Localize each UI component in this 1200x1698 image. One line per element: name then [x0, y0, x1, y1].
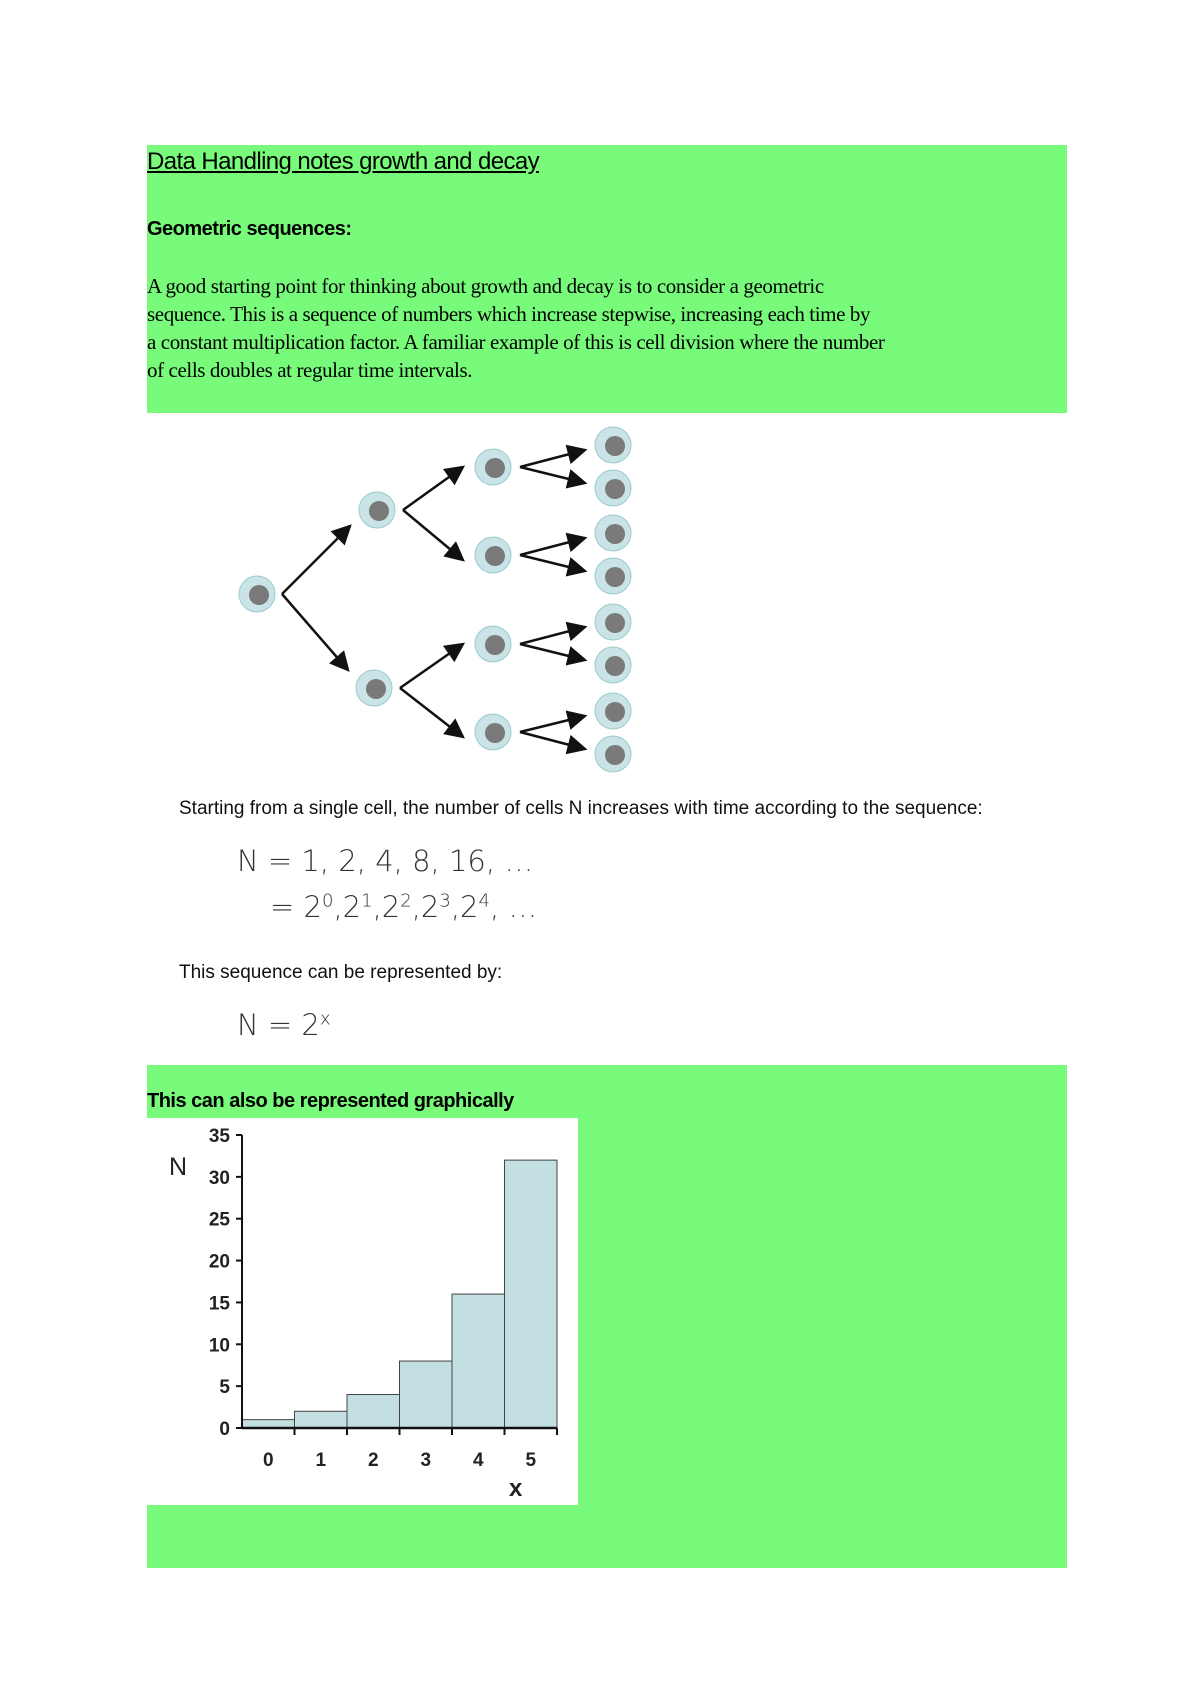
power-term: $,2^2$ — [372, 890, 412, 924]
nucleus-icon — [249, 585, 269, 605]
x-tick-label: 2 — [367, 1450, 379, 1471]
graph-heading: This can also be represented graphically — [147, 1090, 514, 1112]
sequence-equation: N = 1, 2, 4, 8, 16, … — [237, 844, 534, 878]
y-tick-label: 35 — [208, 1126, 230, 1147]
bar — [242, 1420, 295, 1428]
formula: $N = 2^x$ — [237, 1008, 331, 1042]
bar — [347, 1395, 400, 1428]
arrow-icon — [520, 450, 585, 467]
y-tick-label: 25 — [208, 1209, 230, 1231]
power-term: $,2^1$ — [333, 890, 373, 924]
nucleus-icon — [605, 436, 625, 456]
arrow-icon — [520, 555, 585, 571]
nucleus-icon — [605, 567, 625, 587]
x-tick-label: 5 — [525, 1450, 537, 1471]
intro-line: of cells doubles at regular time intervals. — [147, 358, 473, 382]
y-axis-label: N — [169, 1153, 188, 1181]
x-tick-label: 0 — [262, 1450, 274, 1471]
cell-division-diagram — [0, 0, 1200, 800]
page-title: Data Handling notes growth and decay — [147, 148, 540, 175]
bar — [400, 1361, 453, 1428]
arrow-icon — [520, 467, 585, 483]
chart-area — [147, 1118, 578, 1505]
arrow-icon — [520, 644, 585, 660]
power-term: $,2^4$ — [450, 890, 490, 924]
nucleus-icon — [485, 458, 505, 478]
x-axis-label: x — [509, 1475, 523, 1502]
nucleus-icon — [485, 546, 505, 566]
diagram-caption: Starting from a single cell, the number of cells N increases with time according to the sequence: — [179, 798, 983, 819]
nucleus-icon — [605, 524, 625, 544]
nucleus-icon — [485, 723, 505, 743]
nucleus-icon — [605, 479, 625, 499]
power-term: $2^0$ — [303, 890, 334, 924]
arrow-icon — [400, 688, 463, 737]
y-tick-label: 10 — [208, 1335, 230, 1357]
bar — [505, 1160, 558, 1428]
nucleus-icon — [369, 501, 389, 521]
intro-line: a constant multiplication factor. A familiar example of this is cell division where the number — [147, 330, 885, 354]
arrow-icon — [403, 510, 463, 560]
bar — [295, 1411, 348, 1428]
arrow-icon — [520, 732, 585, 749]
powers-equation: = $2^0,2^1,2^2,2^3,2^4$, … — [270, 890, 538, 924]
nucleus-icon — [605, 613, 625, 633]
nucleus-icon — [366, 679, 386, 699]
arrow-icon — [520, 627, 585, 644]
arrow-icon — [403, 467, 463, 510]
nucleus-icon — [605, 745, 625, 765]
intro-line: sequence. This is a sequence of numbers which increase stepwise, increasing each time by — [147, 302, 871, 326]
bar-chart — [147, 1118, 578, 1505]
arrow-icon — [520, 716, 585, 732]
nucleus-icon — [485, 635, 505, 655]
arrow-icon — [520, 538, 585, 555]
y-tick-label: 0 — [219, 1419, 230, 1440]
power-term: $,2^3$ — [411, 890, 451, 924]
nucleus-icon — [605, 702, 625, 722]
x-tick-label: 3 — [420, 1450, 432, 1471]
arrow-icon — [282, 594, 348, 670]
y-tick-label: 30 — [208, 1167, 230, 1189]
bar — [452, 1294, 505, 1428]
y-tick-label: 20 — [208, 1251, 230, 1273]
arrow-icon — [282, 526, 350, 594]
y-tick-label: 15 — [208, 1293, 230, 1315]
y-tick-label: 5 — [219, 1377, 230, 1399]
represented-caption: This sequence can be represented by: — [179, 962, 503, 983]
nucleus-icon — [605, 656, 625, 676]
section-heading: Geometric sequences: — [147, 218, 352, 240]
x-tick-label: 1 — [315, 1450, 327, 1471]
intro-line: A good starting point for thinking about growth and decay is to consider a geometric — [147, 274, 824, 298]
arrow-icon — [400, 644, 463, 688]
x-tick-label: 4 — [472, 1450, 484, 1471]
